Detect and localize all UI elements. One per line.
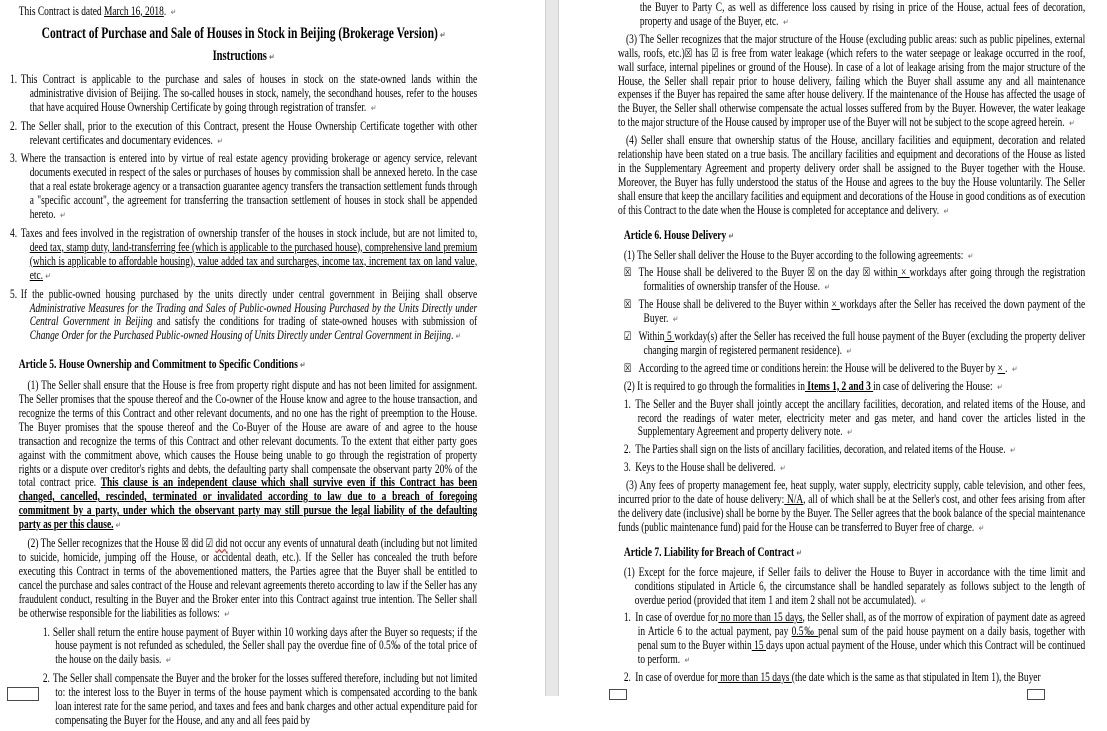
article-heading — [19, 357, 477, 374]
paragraph-mark-icon: ↵ — [728, 231, 735, 242]
checkbox-icon: ☑ — [711, 45, 719, 60]
text-segment: The Seller shall compensate the Buyer and the broker for the losses suffered therefore, including but not limited to: the interest loss to the Buyer in terms of the house payment which is compensated according to the bank loan interest rate for the same period, and taxes and fees and bank charges and other actual expenditure paid for compensating the Buyer for the House, and any and all fees paid by — [52, 671, 478, 727]
contract-paragraph — [624, 249, 1085, 265]
text-segment: on the day — [814, 265, 863, 280]
text-segment: penal sum of the paid house payment on a daily basis, together with penal sum to the Buyer within — [637, 624, 1086, 653]
paragraph-mark-icon: ↵ — [170, 8, 177, 18]
text-segment: , all of which shall be at the Seller's cost, and other fees arising from after the delivery date (inclusive) shall be borne by the Buyer. The Seller agrees that the book balance of the special maintenance funds (public maintenance fund) paid for the House can be transferred to Buyer free of charge. — [618, 492, 1086, 534]
list-item-continuation — [640, 1, 1085, 31]
paragraph-mark-icon: ↵ — [796, 548, 802, 559]
text-segment: This clause is an independent clause which shall survive even if this Contract has been changed, cancelled, rescinded, terminated or invalidated according to law due to a breach of foregoing commitment by a party, under which the observant party may still pursue the legal liability of the defaulting party as per this clause. — [18, 475, 478, 532]
text-segment: Article 6. House Delivery — [623, 226, 727, 242]
text-segment: 0.5‰ — [791, 624, 819, 639]
text-segment: days upon actual payment of the House, under which this Contract will be continued to perform. — [637, 638, 1086, 667]
instruction-item — [10, 73, 477, 117]
text-segment: 5 — [664, 329, 675, 344]
text-segment: workdays after going through the registration formalities of ownership transfer of the House. — [643, 265, 1086, 294]
paragraph-mark-icon: ↵ — [847, 428, 853, 439]
article-heading — [624, 545, 1085, 562]
text-segment: (2) The Seller recognizes that the House — [27, 536, 182, 551]
contract-paragraph — [618, 134, 1085, 219]
text-segment: (1) Except for the force majeure, if Seller fails to deliver the House to Buyer in accordance with the time limit and conditions stipulated in Article 6, the circumstance shall be handled separately as follows subject to the length of overdue period (provided that item 1 and item 2 shall not be accumulated). — [623, 564, 1086, 607]
text-segment: and satisfy the conditions for trading of state-owned houses with submission of — [152, 314, 478, 329]
contract-title — [10, 24, 477, 46]
instructions-heading — [10, 48, 477, 67]
text-segment: Keys to the House shall be delivered. — [635, 460, 778, 475]
page-gap — [545, 0, 559, 696]
list-item — [624, 443, 1085, 459]
page-2-text-column — [618, 0, 1085, 687]
text-segment: (3) The Seller recognizes that the major structure of the House (excluding public areas: such as public pipelines, external walls, roofs, etc.) — [618, 31, 1086, 60]
text-segment: has — [692, 45, 712, 60]
text-segment: Contract of Purchase and Sale of Houses in Stock in Beijing (Brokerage Version) — [41, 24, 438, 42]
paragraph-mark-icon: ↵ — [165, 656, 172, 667]
text-segment: This Contract is applicable to the purchase and sales of houses in stock on the state-owned lands within the administrative division of Beijing. The so-called houses in stock, namely, the secondhand houses, refer to the houses that have acquired House Ownership Certificate by going through registration of transfer. — [20, 71, 478, 114]
text-segment: (the date which is the same as that stipulated in Item 1), the Buyer — [791, 670, 1041, 685]
list-marker: 1. — [42, 624, 50, 639]
text-segment: The Seller and the Buyer shall jointly accept the ancillary facilities, decoration, and related items of the House, and record the readings of water meter, electricity meter and gas meter, and hand cover the articles listed in the Supplementary Agreement and property delivery note. — [635, 396, 1086, 439]
instruction-item — [10, 152, 477, 224]
text-segment: (4) Seller shall ensure that ownership status of the House, ancillary facilities and equipment, decoration and related relationship have been stated on a true basis. The ancillary facilities and equipment and decorations of the House as listed in the Supplementary Agreement and property delivery order shall be assigned to the Buyer together with the House. Moreover, the Buyer has fully understood the status of the House and agrees to the buy the House voluntarily. The Seller shall ensure that keep the ancillary facilities and equipment and decorations of the House in good conditions as of execution of this Contract to the date when the House is completed for acceptance and delivery. — [618, 133, 1086, 217]
text-segment: In case of overdue for — [635, 610, 719, 625]
text-segment: Article 7. Liability for Breach of Contract — [623, 543, 795, 559]
instruction-item — [10, 120, 477, 150]
contract-paragraph — [19, 379, 477, 534]
checkbox-item — [624, 362, 1085, 378]
text-segment: did — [215, 536, 228, 551]
checkbox-icon: ☒ — [181, 536, 189, 551]
list-marker: 3. — [623, 460, 631, 475]
text-segment: In case of overdue for — [635, 670, 718, 685]
page-1 — [0, 0, 545, 727]
list-marker: 3. — [10, 151, 18, 166]
text-segment: Administrative Measures for the Trading and Sales of Public-owned Housing Purchased by the Units Directly under Central Government in Beijing — [29, 300, 478, 329]
paragraph-mark-icon: ↵ — [684, 656, 691, 667]
list-marker: 5. — [10, 286, 18, 301]
text-segment: (3) Any fees of property management fee, heat supply, water supply, electricity supply, cable television, and other fees, incurred prior to the date of house delivery: — [618, 478, 1086, 507]
paragraph-mark-icon: ↵ — [455, 332, 462, 343]
text-segment: . — [451, 328, 454, 343]
list-item — [624, 611, 1085, 669]
checkbox-item — [624, 298, 1085, 328]
text-segment: Article 5. House Ownership and Commitment to Specific Conditions — [18, 356, 298, 372]
list-marker: 4. — [10, 225, 18, 240]
paragraph-mark-icon: ↵ — [269, 52, 275, 63]
text-segment: If the public-owned housing purchased by the units directly under central government in Beijing shall observe — [20, 286, 478, 301]
list-item — [624, 398, 1085, 442]
paragraph-mark-icon: ↵ — [997, 382, 1003, 393]
checkbox-icon: ☑ — [623, 329, 632, 344]
text-segment: within — [870, 265, 898, 280]
paragraph-mark-icon: ↵ — [672, 315, 679, 326]
text-segment: The Parties shall sign on the lists of ancillary facilities, decoration, and related items of the House. — [635, 442, 1008, 457]
list-marker: 1. — [10, 71, 18, 86]
list-item — [43, 672, 477, 728]
paragraph-mark-icon: ↵ — [217, 136, 223, 147]
text-segment: Seller shall return the entire house payment of Buyer within 10 working days after the Buyer so requests; if the house payment is not refunded as scheduled, the Seller shall pay the overdue fine of 0.5‰ of the total price of the house on the daily basis. — [52, 624, 478, 667]
text-segment: in case of delivering the House: — [873, 378, 995, 393]
text-segment: . — [163, 4, 169, 18]
text-segment: Within — [638, 329, 665, 344]
paragraph-mark-icon: ↵ — [1069, 119, 1075, 130]
text-segment: According to the agreed time or conditions herein: the House will be delivered to the Buyer by — [638, 360, 998, 375]
text-segment: Instructions — [212, 47, 267, 64]
checkbox-item — [624, 330, 1085, 360]
article-heading — [624, 228, 1085, 245]
paragraph-mark-icon: ↵ — [60, 211, 66, 222]
text-segment: deed tax, stamp duty, land-transferring fee (which is applicable to the purchased house), comprehensive land premium (which is applicable to affordable housing), value added tax and surcharges, income tax, increment tax on land value, etc. — [29, 239, 478, 282]
checkbox-icon: ☒ — [807, 265, 815, 280]
list-item — [624, 461, 1085, 477]
text-segment: Taxes and fees involved in the registration of ownership transfer of the houses in stock include, but are not limited to, — [20, 225, 478, 240]
paragraph-mark-icon: ↵ — [440, 30, 446, 41]
text-segment: The House shall be delivered to the Buyer within — [638, 297, 832, 312]
text-segment: March 16, 2018 — [103, 4, 164, 18]
text-boundary-mark — [7, 687, 39, 701]
text-boundary-mark — [1027, 689, 1045, 700]
paragraph-mark-icon: ↵ — [978, 523, 985, 534]
paragraph-mark-icon: ↵ — [780, 464, 786, 475]
checkbox-icon: ☒ — [623, 360, 632, 375]
text-segment: , the Seller shall, as of the morrow of expiration of payment date as agreed in Article 6 to the actual payment, pay — [637, 610, 1086, 639]
text-segment: × — [997, 360, 1006, 375]
checkbox-icon: ☒ — [684, 45, 693, 60]
paragraph-mark-icon: ↵ — [1010, 446, 1016, 457]
paragraph-mark-icon: ↵ — [300, 361, 306, 372]
paragraph-mark-icon: ↵ — [846, 346, 853, 357]
list-marker: 1. — [623, 396, 631, 411]
paragraph-mark-icon: ↵ — [45, 271, 51, 282]
contract-paragraph — [624, 380, 1085, 396]
list-marker: 2. — [10, 118, 18, 133]
text-segment: no more than 15 days — [718, 610, 803, 625]
text-boundary-mark — [609, 689, 627, 700]
text-segment: (1) The Seller shall deliver the House to the Buyer according to the following agreements: — [623, 247, 966, 262]
paragraph-mark-icon: ↵ — [1012, 364, 1018, 375]
text-segment: Change Order for the Purchased Public-owned Housing of Units Directly under Central Government in Beijing — [29, 328, 452, 343]
text-segment: did — [188, 536, 206, 551]
text-segment: × — [831, 297, 840, 312]
paragraph-mark-icon: ↵ — [370, 103, 377, 114]
text-segment: not occur any events of unnatural death (including but not limited to suicide, homicide, jumping off the House, or accidental death, etc.). If the Seller has concealed the truth before executing this Contract in terms of the abovementioned matters, the Parties agree that the Buyer shall be entitled to cancel the purchase and sales contract of the House and relevant agreements thereto according to law if the Seller has any fraudulent conduct, resulting in the Buyer and the Broker enter into this Contract against true intention. The Seller shall be otherwise responsible for the liabilities as follows: — [18, 536, 478, 620]
checkbox-icon: ☒ — [862, 265, 871, 280]
text-segment: is free from water leakage (which refers to the water seepage or leakage occurred in the roof, wall surface, internal pipelines or ground of the House). In case of a lot of leakage arising from the major structure of the House, the Seller shall repair prior to house delivery, failing which the Buyer shall assume any and all maintenance expenses if the Buyer has repaired the same after house delivery. If the maintenance of the House has affected the usage of the Buyer, the Seller shall otherwise compensate the actual losses suffered from by the Buyer. However, the water leakage to the major structure of the House caused by improper use of the Buyer will not be subject to the scope agreed herein. — [618, 45, 1086, 130]
text-segment: more than 15 days — [717, 670, 792, 685]
paragraph-mark-icon: ↵ — [224, 609, 230, 620]
list-item — [624, 671, 1085, 685]
text-segment: 15 — [751, 638, 767, 653]
list-marker: 1. — [623, 610, 631, 625]
list-marker: 2. — [623, 442, 631, 457]
text-segment: The Seller shall, prior to the execution of this Contract, present the House Ownership Certificate together with other relevant certificates and documentary evidences. — [20, 118, 478, 147]
paragraph-mark-icon: ↵ — [115, 521, 122, 532]
dated-line — [10, 5, 477, 21]
checkbox-icon: ☑ — [205, 536, 214, 551]
paragraph-mark-icon: ↵ — [783, 17, 789, 28]
paragraph-mark-icon: ↵ — [967, 251, 974, 262]
list-marker: 2. — [623, 670, 631, 685]
page-1-text-column — [10, 0, 477, 731]
text-segment: Where the transaction is entered into by virtue of real estate agency providing brokerage or agency service, relevant documents executed in respect of the sales or purchases of houses by commission shall be annexed hereto. In the case that a real estate brokerage agency or a transaction guarantee agency transfers the transaction settlement funds through a "specific account", the agreement for transferring the transaction settlement of houses in stock shall be appended hereto. — [20, 151, 478, 222]
list-item — [43, 626, 477, 670]
list-marker: 2. — [42, 671, 50, 686]
contract-paragraph — [618, 479, 1085, 537]
paragraph-mark-icon: ↵ — [920, 596, 927, 607]
paragraph-mark-icon: ↵ — [943, 206, 950, 217]
text-segment: (1) The Seller shall ensure that the House is free from property right dispute and has not been limited for assignment. The Seller promises that the spouse thereof and the Co-owner of the House know and agree to the house transaction, and recognize the terms of this Contract and other relevant documents, and no one has the right of preemption to the House. The Buyer promises that the spouse thereof and the Co-Buyer of the House are aware of and agree to the house transaction and recognize the terms of this Contract and other relevant documents. To the extent that either party goes against with the commitment above, which causes the House being unable to go through the registration of property rights or a dispute over creditor's rights and debts, the defaulting party shall compensate the observant party 20% of the total contract price. — [18, 378, 478, 490]
paragraph-mark-icon: ↵ — [824, 283, 830, 294]
text-segment: (2) It is required to go through the formalities in — [623, 378, 805, 393]
text-segment: This Contract is dated — [18, 4, 104, 18]
checkbox-icon: ☒ — [623, 265, 632, 280]
text-segment: Items 1, 2 and 3 — [804, 378, 874, 393]
text-segment: N/A — [784, 492, 804, 507]
text-segment: workday(s) after the Seller has received the full house payment of the Buyer (excluding the property deliver changing margin of registered permanent residence). — [643, 329, 1086, 357]
text-segment: The House shall be delivered to the Buyer — [638, 265, 808, 280]
contract-paragraph — [624, 566, 1085, 610]
text-segment: × — [897, 265, 910, 280]
checkbox-icon: ☒ — [623, 297, 632, 312]
contract-paragraph — [19, 537, 477, 622]
text-segment: the Buyer to Party C, as well as difference loss caused by rising in price of the House, actual fees of decoration, property and usage of the Buyer, etc. — [639, 0, 1086, 28]
instruction-item — [10, 288, 477, 346]
page-2 — [559, 0, 1107, 696]
text-segment: workdays after the Seller has received the down payment of the Buyer. — [643, 297, 1086, 326]
text-segment: . — [1005, 360, 1010, 375]
instruction-item — [10, 227, 477, 285]
contract-paragraph — [618, 33, 1085, 132]
checkbox-item — [624, 266, 1085, 296]
